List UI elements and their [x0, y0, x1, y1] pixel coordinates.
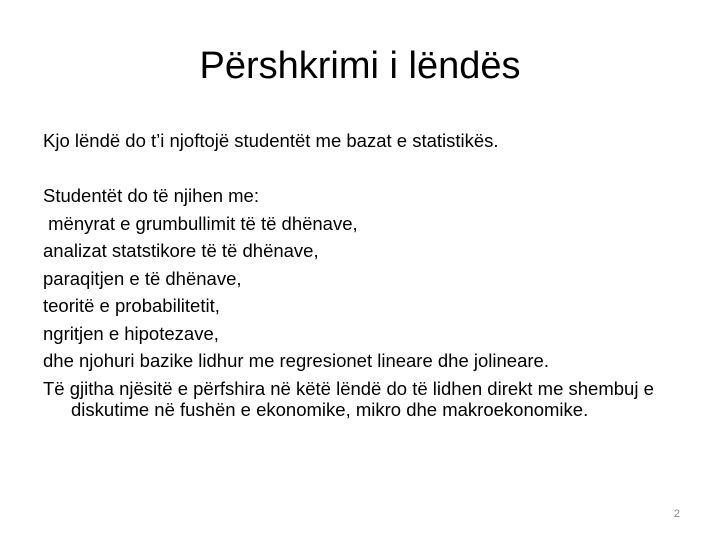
paragraph-gap	[43, 155, 693, 183]
list-item: mënyrat e grumbullimit të të dhënave,	[43, 212, 358, 234]
list-item: teoritë e probabilitetit,	[43, 295, 220, 316]
closing-paragraph: Të gjitha njësitë e përfshira në këtë lëndë do të lidhen direkt me shembuj e diskutime në fushën e ekonomike, mikro dhe makroekonomike.	[43, 377, 654, 420]
list-header: Studentët do të njihen me:	[43, 185, 259, 206]
list-item: paraqitjen e të dhënave,	[43, 267, 242, 289]
list-item: dhe njohuri bazike lidhur me regresionet lineare dhe jolineare.	[43, 350, 549, 371]
list-item: ngritjen e hipotezave,	[43, 322, 219, 344]
list-item: analizat statstikore të të dhënave,	[43, 240, 319, 261]
slide-title: Përshkrimi i lëndës	[199, 45, 521, 87]
intro-text: Kjo lëndë do t’i njoftojë studentët me bazat e statistikës.	[43, 130, 499, 151]
slide-body	[43, 127, 693, 420]
page-number: 2	[673, 508, 680, 520]
